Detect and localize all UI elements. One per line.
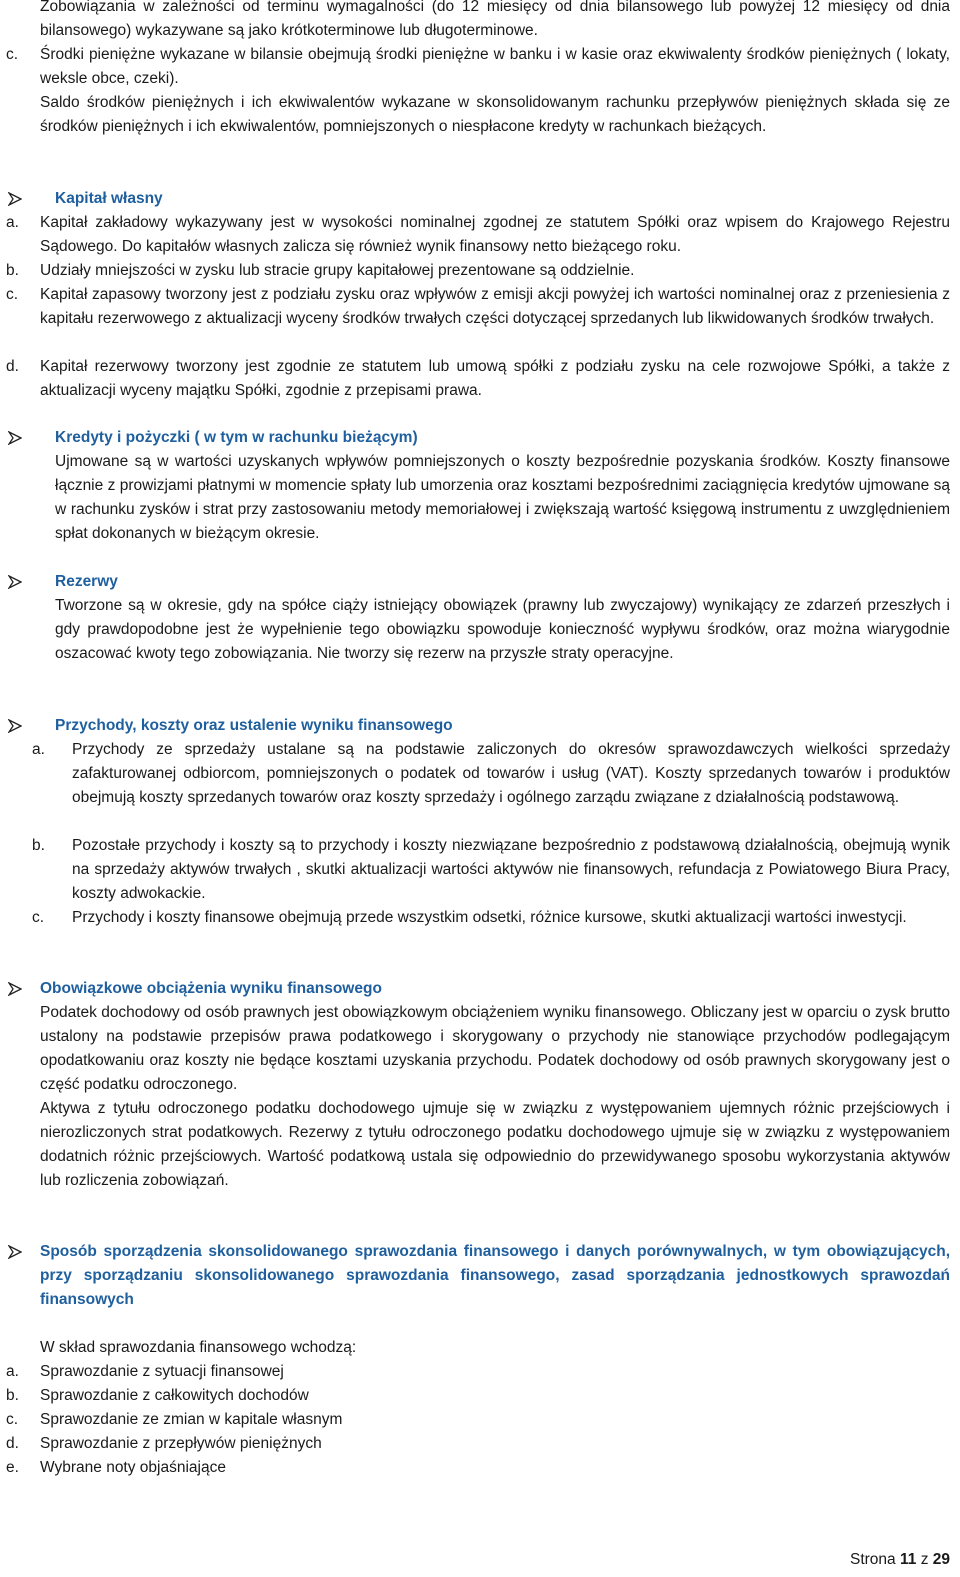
list-marker-a: a. xyxy=(6,1363,19,1380)
list-item: Przychody i koszty finansowe obejmują przede wszystkim odsetki, różnice kursowe, skutki aktualizacji wartości inwestycji. xyxy=(72,909,907,926)
obciazenia-paragraph-2: Aktywa z tytułu odroczonego podatku dochodowego ujmuje się w związku z występowaniem ujemnych różnic przejściowych i nierozliczonych strat podatkowych. Rezerwy z tytułu odroczonego podatku dochodowego ujmuje się w związku z występowaniem dodatnich różnic przejściowych. Wartość podatkową ustala się odpowiednio do przewidywanego sposobu wykorzystania aktywów lub rozliczenia zobowiązań. xyxy=(40,1100,950,1189)
arrowhead-bullet-icon xyxy=(8,570,22,586)
list-item: Sprawozdanie z całkowitych dochodów xyxy=(40,1387,309,1404)
obciazenia-paragraph-1: Podatek dochodowy od osób prawnych jest obowiązkowym obciążeniem wyniku finansowego. Obliczany jest w oparciu o zysk brutto ustalony na podstawie przepisów prawa podatkowego i skorygowany o przychody nie stanowiące przychodów podlegającym opodatkowaniu oraz koszty nie będące kosztami uzyskania przychodu. Podatek dochodowy od osób prawnych skorygowany jest o część podatku odroczonego. xyxy=(40,1004,950,1093)
list-item: Sprawozdanie ze zmian w kapitale własnym xyxy=(40,1411,343,1428)
footer-prefix: Strona xyxy=(850,1551,896,1568)
heading-sposob: Sposób sporządzenia skonsolidowanego sprawozdania finansowego i danych porównywalnych, w tym obowiązujących, przy sporządzaniu skonsolidowanego sprawozdania finansowego, zasad sporządzania jednostkowych sprawozdań finansowych xyxy=(40,1243,950,1308)
arrowhead-bullet-icon xyxy=(8,714,22,730)
heading-przychody: Przychody, koszty oraz ustalenie wyniku finansowego xyxy=(55,717,453,734)
heading-rezerwy: Rezerwy xyxy=(55,573,118,590)
list-marker-a: a. xyxy=(32,741,45,758)
saldo-paragraph: Saldo środków pieniężnych i ich ekwiwalentów wykazane w skonsolidowanym rachunku przepływów pieniężnych składa się ze środków pieniężnych i ich ekwiwalentów, pomniejszonych o niespłacone kredyty w rachunkach bieżących. xyxy=(40,94,950,135)
list-item: Udziały mniejszości w zysku lub stracie grupy kapitałowej prezentowane są oddzielnie. xyxy=(40,262,635,279)
kredyty-paragraph: Ujmowane są w wartości uzyskanych wpływów pomniejszonych o koszty bezpośrednie pozyskania środków. Koszty finansowe łącznie z prowizjami płatnymi w momencie spłaty lub umorzenia oraz kosztami bezpośrednimi zaciągnięcia kredytów ujmowane są w rachunku zysków i strat przy zastosowaniu metody memoriałowej i zwiększają wartość księgową instrumentu z uwzględnieniem spłat dokonanych w bieżącym okresie. xyxy=(55,453,950,542)
arrowhead-bullet-icon xyxy=(8,187,22,203)
list-marker-c: c. xyxy=(32,909,45,926)
list-marker-b: b. xyxy=(6,262,19,279)
rezerwy-paragraph: Tworzone są w okresie, gdy na spółce ciąży istniejący obowiązek (prawny lub zwyczajowy) wynikający ze zdarzeń przeszłych i gdy prawdopodobne jest że wypełnienie tego obowiązku spowoduje konieczność wypływu środków, oraz można wiarygodnie oszacować kwoty tego zobowiązania. Nie tworzy się rezerw na przyszłe straty operacyjne. xyxy=(55,597,950,662)
list-marker-b: b. xyxy=(32,837,45,854)
list-marker-e: e. xyxy=(6,1459,19,1476)
arrowhead-bullet-icon xyxy=(8,977,22,993)
cash-paragraph: Środki pieniężne wykazane w bilansie obejmują środki pieniężne w banku i w kasie oraz ekwiwalenty środków pieniężnych ( lokaty, weksle obce, czeki). xyxy=(40,46,950,87)
list-item: Przychody ze sprzedaży ustalane są na podstawie zaliczonych do okresów sprawozdawczych wielkości sprzedaży zafakturowanej odbiorcom, pomniejszonych o podatek od towarów i usług (VAT). Koszty sprzedanych towarów i produktów obejmują koszty sprzedanych towarów oraz koszty sprzedaży i ogólnego zarządu związane z działalnością podstawową. xyxy=(72,741,950,806)
list-item: Wybrane noty objaśniające xyxy=(40,1459,226,1476)
list-marker-a: a. xyxy=(6,214,19,231)
list-item: Sprawozdanie z sytuacji finansowej xyxy=(40,1363,284,1380)
page-number-footer xyxy=(850,1548,950,1572)
sposob-intro: W skład sprawozdania finansowego wchodzą: xyxy=(40,1339,357,1356)
list-item: Kapitał rezerwowy tworzony jest zgodnie ze statutem lub umową spółki z podziału zysku na cele rozwojowe Spółki, a także z aktualizacji wyceny majątku Spółki, zgodnie z przepisami prawa. xyxy=(40,358,950,399)
list-item: Kapitał zapasowy tworzony jest z podziału zysku oraz wpływów z emisji akcji powyżej ich wartości nominalnej oraz z przeniesienia z kapitału rezerwowego z aktualizacji wyceny środków trwałych części dotyczącej sprzedanych lub likwidowanych środków trwałych. xyxy=(40,286,950,327)
heading-obciazenia: Obowiązkowe obciążenia wyniku finansowego xyxy=(40,980,382,997)
heading-kredyty: Kredyty i pożyczki ( w tym w rachunku bieżącym) xyxy=(55,429,418,446)
list-marker-c: c. xyxy=(6,286,19,303)
list-item: Kapitał zakładowy wykazywany jest w wysokości nominalnej zgodnej ze statutem Spółki oraz wpisem do Krajowego Rejestru Sądowego. Do kapitałów własnych zalicza się również wynik finansowy netto bieżącego roku. xyxy=(40,214,950,255)
list-item: Pozostałe przychody i koszty są to przychody i koszty niezwiązane bezpośrednio z podstawową działalnością, obejmują wynik na sprzedaży aktywów trwałych , skutki aktualizacji wartości aktywów nie finansowych, refundacja z Powiatowego Biura Pracy, koszty adwokackie. xyxy=(72,837,950,902)
list-item: Sprawozdanie z przepływów pieniężnych xyxy=(40,1435,322,1452)
current-page-number: 11 xyxy=(899,1551,917,1568)
list-marker-c: c. xyxy=(6,46,19,63)
arrowhead-bullet-icon xyxy=(8,426,22,442)
total-page-count: 29 xyxy=(932,1551,950,1568)
intro-paragraph: Zobowiązania w zależności od terminu wymagalności (do 12 miesięcy od dnia bilansowego lub powyżej 12 miesięcy od dnia bilansowego) wykazywane są jako krótkoterminowe lub długoterminowe. xyxy=(40,0,950,39)
list-marker-d: d. xyxy=(6,1435,19,1452)
footer-separator: z xyxy=(920,1551,929,1568)
list-marker-d: d. xyxy=(6,358,19,375)
list-marker-c: c. xyxy=(6,1411,19,1428)
heading-kapital-wlasny: Kapitał własny xyxy=(55,190,163,207)
arrowhead-bullet-icon xyxy=(8,1240,22,1256)
list-marker-b: b. xyxy=(6,1387,19,1404)
